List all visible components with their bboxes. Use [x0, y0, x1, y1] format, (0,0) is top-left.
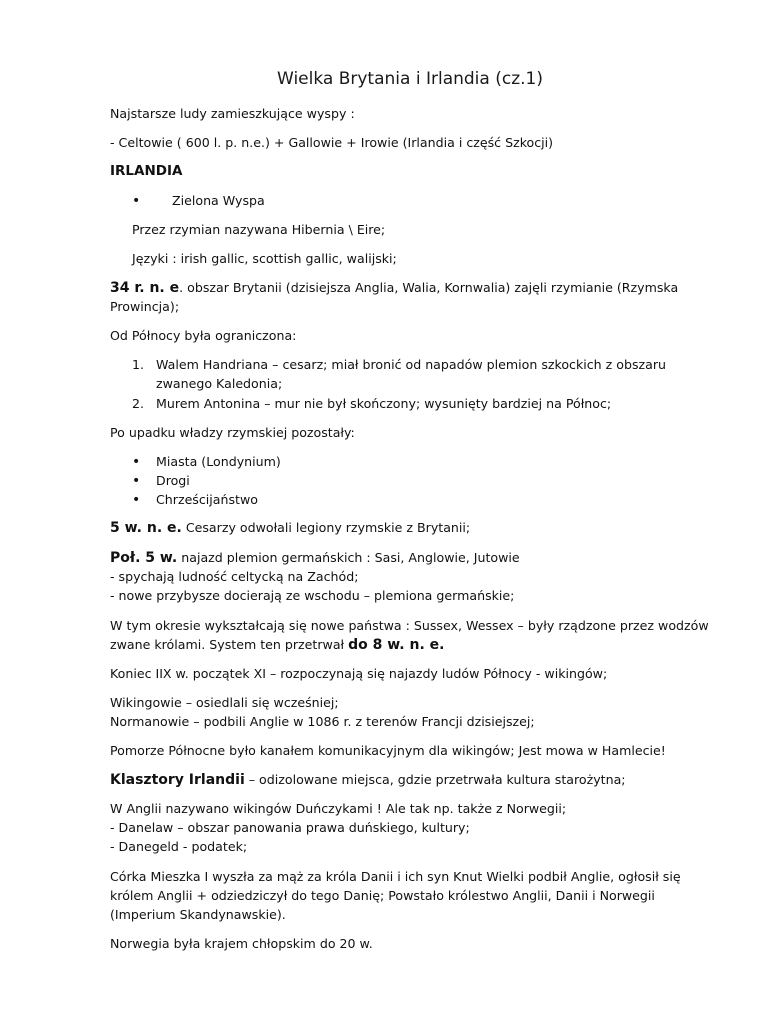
- paragraph-intro: Najstarsze ludy zamieszkujące wyspy :: [110, 106, 355, 121]
- paragraph-danelaw: - Danelaw – obszar panowania prawa duńskiego, kultury;: [110, 820, 470, 835]
- paragraph-pomerania: Pomorze Północne było kanałem komunikacyjnym dla wikingów; Jest mowa w Hamlecie!: [110, 743, 666, 758]
- bullet-icon: [132, 471, 150, 491]
- paragraph-34ad-cont: Prowincja);: [110, 299, 180, 314]
- paragraph-danes: W Anglii nazywano wikingów Duńczykami ! Ale tak np. także z Norwegii;: [110, 801, 567, 816]
- paragraph-hibernia: Przez rzymian nazywana Hibernia \ Eire;: [132, 222, 386, 237]
- paragraph-mid-5th-line2: - spychają ludność celtycką na Zachód;: [110, 569, 359, 584]
- paragraph-danegeld: - Danegeld - podatek;: [110, 839, 248, 854]
- section-heading-irlandia: IRLANDIA: [110, 163, 183, 179]
- paragraph-new-states-cont: zwane królami. System ten przetrwał do 8 w. n. e.: [110, 637, 445, 653]
- paragraph-north-border: Od Północy była ograniczona:: [110, 328, 297, 343]
- paragraph-knut-cont: królem Anglii + odziedziczył do tego Danię; Powstało królestwo Anglii, Danii i Norwegii: [110, 888, 655, 903]
- paragraph-mid-5th-line3: - nowe przybysze docierają ze wschodu – plemiona germańskie;: [110, 588, 515, 603]
- paragraph-normans: Normanowie – podbili Anglie w 1086 r. z terenów Francji dzisiejszej;: [110, 714, 535, 729]
- paragraph-34ad: 34 r. n. e. obszar Brytanii (dzisiejsza Anglia, Walia, Kornwalia) zajęli rzymianie (Rzymska: [110, 280, 679, 296]
- bullet-icon: [132, 490, 150, 510]
- paragraph-monasteries: Klasztory Irlandii – odizolowane miejsca, gdzie przetrwała kultura starożytna;: [110, 772, 626, 788]
- paragraph-knut-cont2: (Imperium Skandynawskie).: [110, 907, 286, 922]
- paragraph-viking-raids: Koniec IIX w. początek XI – rozpoczynają się najazdy ludów Północy - wikingów;: [110, 666, 608, 681]
- paragraph-new-states: W tym okresie wykształcają się nowe państwa : Sussex, Wessex – były rządzone przez wodzów: [110, 618, 709, 633]
- paragraph-5th-century: 5 w. n. e. Cesarzy odwołali legiony rzymskie z Brytanii;: [110, 520, 471, 536]
- paragraph-languages: Języki : irish gallic, scottish gallic, walijski;: [132, 251, 397, 266]
- paragraph-peoples: - Celtowie ( 600 l. p. n.e.) + Gallowie + Irowie (Irlandia i część Szkocji): [110, 135, 554, 150]
- bullet-icon: [132, 191, 150, 211]
- paragraph-norway: Norwegia była krajem chłopskim do 20 w.: [110, 936, 373, 951]
- bullet-icon: [132, 452, 150, 472]
- paragraph-roman-legacy: Po upadku władzy rzymskiej pozostały:: [110, 425, 355, 440]
- paragraph-knut: Córka Mieszka I wyszła za mąż za króla Danii i ich syn Knut Wielki podbił Anglie, ogłosił się: [110, 869, 681, 884]
- paragraph-mid-5th-century: Poł. 5 w. najazd plemion germańskich : Sasi, Anglowie, Jutowie: [110, 550, 520, 566]
- page-title: Wielka Brytania i Irlandia (cz.1): [277, 69, 543, 89]
- document-page: Wielka Brytania i Irlandia (cz.1) Najstarsze ludy zamieszkujące wyspy : - Celtowie ( 600 l. p. n.e.) + Gallowie + Irowie (Irlandia i część Szkocji) IRLANDIA • Zielona Wyspa Przez rzymian nazywana Hibernia \ Eire; Języki : irish gallic, scottish gallic, walijski; 34 r. n. e. obszar Brytanii (dzisiejsza Anglia, Walia, Kornwalia) zajęli rzymianie (Rzymska Prowincja); Od Północy była ograniczona: 1. Walem Handriana – cesarz; miał bronić od napadów plemion szkockich z obszaru zwanego Kaledonia; 2. Murem Antonina – mur nie był skończony; wysunięty bardziej na Północ; Po upadku władzy rzymskiej pozostały: • Miasta (Londynium) • Drogi • Chrześcijaństwo 5 w. n. e. Cesarzy odwołali legiony rzymskie z Brytanii; Poł. 5 w. najazd plemion germańskich : Sasi, Anglowie, Jutowie - spychają ludność celtycką na Zachód; - nowe przybysze docierają ze wschodu – plemiona germańskie; W tym okresie wykształcają się nowe państwa : Sussex, Wessex – były rządzone przez wodzów zwane królami. System ten przetrwał do 8 w. n. e. Koniec IIX w. początek XI – rozpoczynają się najazdy ludów Północy - wikingów; Wikingowie – osiedlali się wcześniej; Normanowie – podbili Anglie w 1086 r. z terenów Francji dzisiejszej; Pomorze Północne było kanałem komunikacyjnym dla wikingów; Jest mowa w Hamlecie! Klasztory Irlandii – odizolowane miejsca, gdzie przetrwała kultura starożytna; W Anglii nazywano wikingów Duńczykami ! Ale tak np. także z Norwegii; - Danelaw – obszar panowania prawa duńskiego, kultury; - Danegeld - podatek; Córka Mieszka I wyszła za mąż za króla Danii i ich syn Knut Wielki podbił Anglie, ogłosił się królem Anglii + odziedziczył do tego Danię; Powstało królestwo Anglii, Danii i Norwegii (Imperium Skandynawskie). Norwegia była krajem chłopskim do 20 w.: [0, 0, 768, 1024]
- paragraph-vikings: Wikingowie – osiedlali się wcześniej;: [110, 695, 339, 710]
